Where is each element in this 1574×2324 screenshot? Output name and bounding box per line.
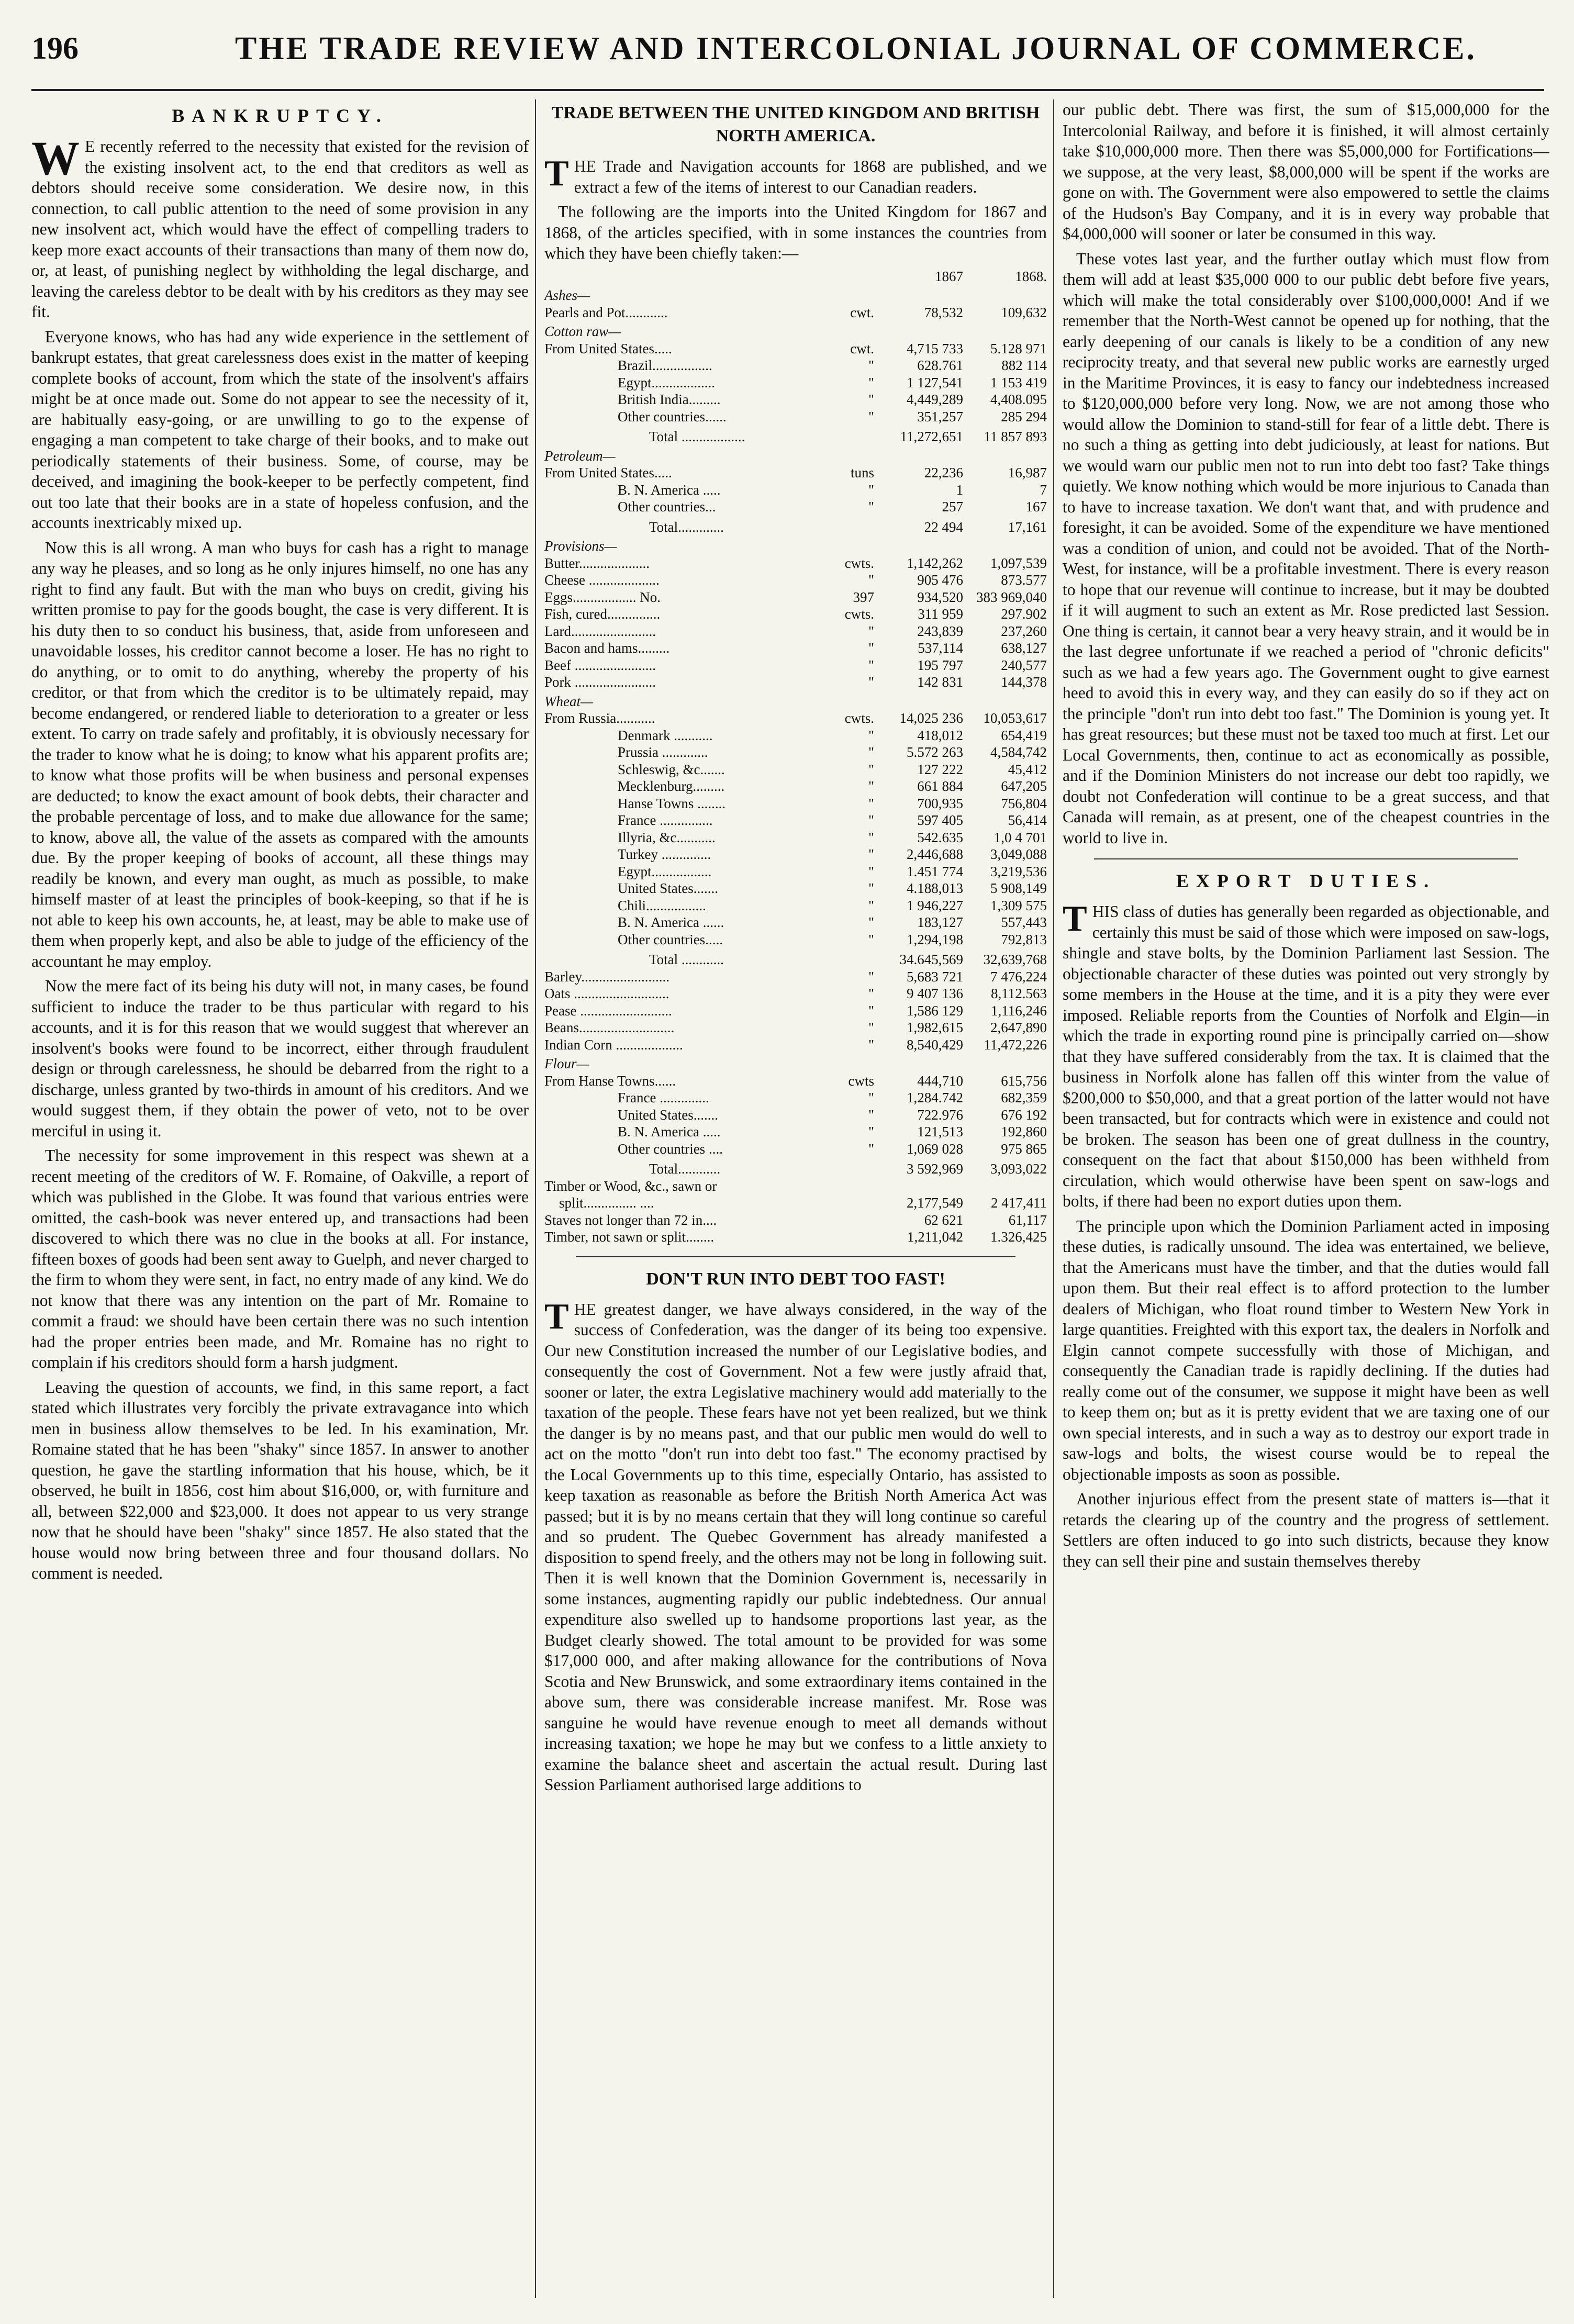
row-unit: cwts. [844, 606, 874, 622]
row-unit: " [868, 795, 874, 811]
row-unit: " [868, 914, 874, 930]
value-1867: 142 831 [917, 674, 963, 690]
row-unit: " [868, 986, 874, 1001]
table-row [544, 391, 1047, 408]
table-row [544, 829, 1047, 846]
row-unit [832, 1157, 879, 1178]
value-1867: 4,715 733 [907, 340, 963, 356]
row-unit: " [868, 1020, 874, 1035]
table-row [544, 357, 1047, 374]
row-label: Egypt.................. [618, 374, 715, 390]
table-category-row [544, 445, 1047, 465]
row-label: split............... .... [559, 1195, 654, 1211]
article-heading-trade: TRADE BETWEEN THE UNITED KINGDOM AND BRITISH NORTH AMERICA. [551, 103, 1040, 146]
page-header [31, 21, 1544, 91]
value-1867: 4,449,289 [907, 392, 963, 407]
row-unit [832, 425, 879, 445]
value-1867: 22,236 [924, 465, 963, 481]
value-1867: 1.451 774 [907, 863, 963, 879]
table-row [544, 744, 1047, 761]
value-1868: 3,049,088 [990, 846, 1047, 862]
value-1868: 682,359 [1001, 1090, 1047, 1105]
row-label: Indian Corn ................... [544, 1036, 683, 1053]
value-1868: 192,860 [1001, 1124, 1047, 1139]
value-1867: 934,520 [917, 589, 963, 605]
row-label: From United States..... [544, 465, 672, 481]
category-label: Cotton raw— [544, 323, 621, 339]
value-1867: 4.188,013 [907, 880, 963, 896]
row-label: Prussia ............. [618, 744, 708, 760]
article-paragraph: THE greatest danger, we have always considered, in the way of the success of Confederation, was the danger of its being too expensive. Our new Constitution increased the number of our Legislative bodies, and consequently the cost of Government. Not a few were justly afraid that, sooner or later, the extra Legislative machinery would add materially to the taxation of the people. These fears have not yet been realized, but we think the danger is by no means past, and that our public men would do well to act on the motto "don't run into debt too fast." The economy practised by the Local Governments up to this time, especially Ontario, has assisted to keep taxation as reasonable as before the British North America Act was passed; but it is by no means certain that they will long continue so careful and so prudent. The Quebec Government has already manifested a disposition to spend freely, and the others may not be long in following suit. Then it is well known that the Dominion Government is, necessarily in some instances, augmenting rapidly our public indebtedness. Our annual expenditure also swelled up to handsome proportions last year, as the Budget clearly showed. The total amount to be provided for was some $17,000 000, and after making allowance for the contributions of Nova Scotia and New Brunswick, and some extraordinary items contained in the above sum, there was considerable increase manifest. Mr. Rose was sanguine he would have revenue enough to meet all demands without increasing taxation; we hope he may but we confess to a little anxiety to examine the balance sheet and ascertain the actual result. During last Session Parliament authorised large additions to [544, 1296, 1047, 1794]
value-1868: 1 153 419 [990, 374, 1047, 390]
row-label: Egypt................. [618, 863, 712, 879]
table-row [544, 1089, 1047, 1107]
row-unit: " [868, 640, 874, 656]
table-total-row [544, 516, 1047, 536]
row-unit: " [868, 1124, 874, 1139]
row-label: Eggs.................. No. [544, 589, 661, 605]
table-category-row [544, 691, 1047, 710]
table-row [544, 464, 1047, 482]
page-number: 196 [31, 31, 79, 65]
value-1867: 9 407 136 [907, 986, 963, 1001]
row-label: Fish, cured............... [544, 606, 661, 622]
row-unit [832, 948, 879, 968]
article-paragraph: Now the mere fact of its being his duty will not, in many cases, be found sufficient to induce the trader to be thus particular with regard to his accounts, and it is for this reason that we would suggest that wherever an insolvent's books were found to be incorrect, either through fraudulent design or through carelessness, he should be debarred from the right to a discharge, unless granted by two-thirds in amount of his creditors. And we would suggest them, if they obtain the power of veto, not to be over merciful in using it. [31, 977, 529, 1140]
table-row [544, 1036, 1047, 1054]
row-unit: " [868, 623, 874, 639]
article-heading-export: EXPORT DUTIES. [1176, 870, 1436, 891]
value-1868: 285 294 [1001, 408, 1047, 424]
table-row [544, 812, 1047, 829]
row-unit: " [868, 863, 874, 879]
row-unit: " [868, 846, 874, 862]
article-paragraph: W E recently referred to the necessity that existed for the revision of the existing insolvent act, to the end that creditors as well as debtors should receive some consideration. We desire now, in this connection, to call public attention to the need of some provision in any new insolvent act, which would have the effect of compelling traders to keep more exact accounts of their transactions than many of them now do, or, at least, of punishing neglect by withholding the legal discharge, and leaving the careless debtor to be dealt with by his creditors as they may see fit. [31, 131, 529, 321]
row-unit: " [868, 778, 874, 794]
row-label: Pease .......................... [544, 1002, 672, 1019]
row-unit: cwt. [850, 340, 874, 356]
category-label: Flour— [544, 1056, 589, 1071]
table-total-row [544, 1157, 1047, 1178]
row-label: Other countries... [618, 499, 716, 515]
table-category-row [544, 285, 1047, 304]
row-unit: " [868, 657, 874, 673]
value-1867: 14,025 236 [899, 710, 963, 726]
row-label: Brazil................. [618, 357, 712, 373]
category-label: Petroleum— [544, 448, 616, 464]
value-1868: 11 857 893 [984, 429, 1047, 444]
value-1868: 167 [1025, 499, 1047, 515]
table-row [544, 985, 1047, 1002]
value-1868: 654,419 [1001, 727, 1047, 743]
value-1867: 418,012 [917, 727, 963, 743]
row-label: Beans........................... [544, 1020, 675, 1035]
article-paragraph: Another injurious effect from the present state of matters is—that it retards the clearing up of the country and the progress of settlement. Settlers are often induced to go into such districts, because they know they can sell their pine and sustain themselves thereby [1063, 1490, 1549, 1570]
row-label: Oats ........................... [544, 986, 669, 1001]
table-row [544, 1212, 1047, 1229]
value-1868: 615,756 [1001, 1072, 1047, 1089]
article-paragraph: These votes last year, and the further outlay which must flow from them will add at least $35,000 000 to our public debt before five years, which will make the total considerably over $100,000,000! And if we remember that the North-West cannot be opened up for nothing, that the early deepening of our canals is likely to be a condition of any new reciprocity treaty, and that several new public works are earnestly urged in the Maritime Provinces, it is easy to fancy our indebtedness increased to $120,000,000 before very long. Now, we are not among those who would allow the Dominion to stand-still for fear of a little debt. There is no such a thing as getting into debt judiciously, at least for nations. But we would warn our public men not to run into debt too fast? Take things quietly. We know nothing which would be more injurious to Canada than to have to increase taxation. We don't want that, and with prudence and foresight, it can be avoided. Some of the expenditure we have mentioned was a condition of union, and could not be avoided. That of the North-West, for instance, will be a profitable investment. There is every reason to hope that our revenue will continue to increase, but it may be doubted if it will augment to such an extent as Mr. Rose predicted last Session. One thing is certain, it cannot bear a very heavy strain, and it would be in the last degree unfortunate if we reached a period of "chronic deficits" such as we had a few years ago. The Government ought to give earnest heed to avoid this in every way, and they can easily do so if they act on the principle "don't run into debt too fast." The Dominion is young yet. It has great resources; but these must not be taxed too much at first. Let our Local Governments, then, continue to act as economically as possible, and if the Dominion Ministers do not increase our debt too rapidly, we doubt not Confederation will continue to be a great success, and that Canada will remain, as at present, one of the cheapest countries in the world to live in. [1063, 249, 1549, 847]
value-1868: 61,117 [1008, 1212, 1047, 1228]
row-label: Bacon and hams......... [544, 640, 670, 656]
table-row [544, 408, 1047, 426]
row-label: Chili................. [618, 897, 706, 913]
row-unit [832, 1212, 879, 1229]
table-row [544, 340, 1047, 357]
table-row [544, 304, 1047, 321]
value-1867: 243,839 [917, 623, 963, 639]
row-unit: cwts. [844, 710, 874, 726]
value-1868: 2,647,890 [990, 1020, 1047, 1035]
table-row [544, 640, 1047, 657]
table-row [544, 1123, 1047, 1141]
table-header-row [544, 268, 1047, 285]
row-unit: " [868, 499, 874, 515]
value-1868: 7 [1040, 482, 1047, 498]
category-label: Provisions— [544, 538, 617, 554]
row-unit: cwts [848, 1072, 874, 1089]
column-3 [1063, 99, 1549, 2298]
article-paragraph: THIS class of duties has generally been regarded as objectionable, and certainly this must be said of those which were imposed on saw-logs, shingle and stave bolts, by the Dominion Parliament last Session. The objectionable character of these duties was pointed out very strongly by some members in the House at the time, and it is a pity they were ever imposed. Reliable reports from the Counties of Norfolk and Elgin—in which the trade in exporting round pine is principally carried on—show that they have suffered considerably from the tax. It is claimed that the business in Norfolk alone has fallen off this winter from the value of $200,000 to $50,000, and that a great portion of the latter would not have been transacted, but for contracts which were in existence and could not be broken. The season has been one of great dullness in the country, consequent on the fact that about $150,000 has been withheld from circulation, which would otherwise have been spent on saw-logs and bolts, if there had been no export duties upon them. [1063, 899, 1549, 1210]
article-paragraph: Now this is all wrong. A man who buys for cash has a right to manage any way he pleases, and so long as he only injures himself, no one has any right to find any fault. But with the man who buys on credit, giving his written promise to pay for the goods bought, the case is very different. It is his duty then to so conduct his business, that, aside from unforeseen and unavoidable losses, his creditor cannot become a loser. He has no right to do anything, or to omit to do anything, whereby the property of his creditor, or that from which the creditor is to be ultimately repaid, may become endangered, or rendered liable to deterioration to a greater or less extent. To carry on trade safely and profitably, it is obviously necessary for the trader to know what he is doing; to know what his apparent profits are; to know what those profits will be when business and personal expenses are deducted; to know the exact amount of book debts, their character and the probable percentage of loss, and to make due allowance for the same; to know, above all, the value of the assets as compared with the amounts due. By the proper keeping of books of account, all these things may readily be known, and every man ought, as much as possible, to make himself master of at least the principles of book-keeping, so that if he is not able to keep his own accounts, he, at least, may be able to make use of them when properly kept, and also be able to judge of the efficiency of the accountant he may employ. [31, 538, 529, 970]
value-1868: 7 476,224 [990, 968, 1047, 985]
value-1867: 195 797 [917, 657, 963, 673]
table-row [544, 914, 1047, 931]
table-category-row [544, 321, 1047, 340]
value-1868: 873.577 [1001, 572, 1047, 588]
value-1868: 1,116,246 [991, 1002, 1047, 1019]
value-1868: 383 969,040 [976, 589, 1047, 605]
value-1868 [963, 1178, 1047, 1195]
value-1868: 8,112.563 [991, 986, 1047, 1001]
table-row [544, 1002, 1047, 1020]
value-1868: 557,443 [1001, 914, 1047, 930]
row-unit: " [868, 897, 874, 913]
article-paragraph: THE Trade and Navigation accounts for 1868 are published, and we extract a few of the items of interest to our Canadian readers. [544, 153, 1047, 196]
category-label: Ashes— [544, 287, 590, 303]
imports-table [544, 268, 1047, 1246]
table-row [544, 1019, 1047, 1036]
table-row [544, 498, 1047, 516]
value-1867: 8,540,429 [907, 1036, 963, 1053]
value-1868: 3,219,536 [990, 863, 1047, 879]
value-1868: 638,127 [1001, 640, 1047, 656]
table-category-row [544, 1053, 1047, 1072]
row-label: B. N. America ..... [618, 1124, 721, 1139]
drop-cap: W [31, 131, 80, 185]
row-label: From United States..... [544, 340, 672, 356]
row-label: Pearls and Pot............ [544, 304, 668, 320]
value-1868: 4,408.095 [990, 392, 1047, 407]
value-1868: 45,412 [1008, 761, 1047, 777]
value-1867: 78,532 [924, 304, 963, 320]
table-row [544, 374, 1047, 392]
table-row [544, 897, 1047, 914]
value-1868: 2 417,411 [991, 1195, 1047, 1211]
article-heading-bankruptcy: BANKRUPTCY. [172, 105, 388, 126]
row-label: Total .................. [649, 429, 745, 444]
value-1868: 5 908,149 [990, 880, 1047, 896]
year-1868-header: 1868. [1015, 268, 1047, 284]
row-label: Denmark ........... [618, 727, 713, 743]
value-1867: 542.635 [917, 829, 963, 845]
row-unit: 397 [853, 589, 874, 605]
row-unit [832, 1178, 879, 1195]
value-1867: 311 959 [918, 606, 963, 622]
table-row [544, 968, 1047, 986]
value-1867: 62 621 [924, 1212, 963, 1228]
row-label: Illyria, &c........... [618, 829, 716, 845]
journal-title: THE TRADE REVIEW AND INTERCOLONIAL JOURNAL OF COMMERCE. [235, 31, 1477, 66]
value-1868: 17,161 [1008, 519, 1047, 535]
value-1867: 1 [956, 482, 963, 498]
row-unit [832, 516, 879, 536]
value-1868: 237,260 [1001, 623, 1047, 639]
row-label: United States....... [618, 880, 718, 896]
row-unit: " [868, 482, 874, 498]
row-unit: " [868, 674, 874, 690]
row-unit: cwts. [844, 555, 874, 571]
table-total-row [544, 948, 1047, 968]
row-unit: " [868, 931, 874, 947]
column-2 [544, 99, 1047, 2298]
row-unit: " [868, 761, 874, 777]
value-1867 [879, 1178, 963, 1195]
row-unit: " [868, 374, 874, 390]
row-label: United States....... [618, 1107, 718, 1123]
table-row [544, 1194, 1047, 1212]
table-row [544, 657, 1047, 674]
row-label: From Hanse Towns...... [544, 1072, 676, 1089]
article-paragraph: The principle upon which the Dominion Parliament acted in imposing these duties, is radically unsound. The idea was entertained, we believe, that the Americans must have the timber, and that the duties would fall upon them. But their real effect is to afford protection to the lumber dealers of Michigan, who float round timber to Western New York in large quantities. Freighted with this export tax, the dealers in Norfolk and Elgin cannot compete successfully with those of Michigan, and consequently the Canadian trade is rapidly declining. If the duties had really come out of the consumer, we suppose it might have been as well to keep them on; but as it is pretty evident that we are taxing one of our own special interests, and in such a way as to destroy our export trade in saw-logs and bolts, the wisest course would be to repeal the objectionable imposts as soon as possible. [1063, 1216, 1549, 1483]
value-1867: 121,513 [917, 1124, 963, 1139]
table-total-row [544, 425, 1047, 445]
article-paragraph: The following are the imports into the United Kingdom for 1867 and 1868, of the articles specified, with in some instances the countries from which they have been chiefly taken:— [544, 203, 1047, 262]
value-1868: 1,0 4 701 [993, 829, 1047, 845]
value-1868: 3,093,022 [990, 1161, 1047, 1177]
value-1868: 297.902 [1001, 606, 1047, 622]
value-1867: 34.645,569 [899, 952, 963, 967]
row-label: Total............ [649, 1161, 721, 1177]
row-label: Staves not longer than 72 in.... [544, 1212, 717, 1228]
row-label: Schleswig, &c....... [618, 761, 725, 777]
row-unit: " [868, 572, 874, 588]
row-label: From Russia........... [544, 710, 655, 726]
value-1867: 351,257 [917, 408, 963, 424]
row-unit: " [868, 744, 874, 760]
article-paragraph: our public debt. There was first, the sum of $15,000,000 for the Intercolonial Railway, and before it is finished, it will almost certainly take $10,000,000 more. Then there was $5,000,000 for Fortifications—we suppose, at the very least, $8,000,000 will be spent if the works are gone on with. The Government were also empowered to settle the claims of the Hudson's Bay Company, and it is in every way probable that $4,000,000 will sooner or later be consumed in this way. [1063, 100, 1549, 243]
value-1867: 1,142,262 [907, 555, 963, 571]
value-1867: 1,982,615 [907, 1020, 963, 1035]
row-label: Timber, not sawn or split........ [544, 1229, 715, 1245]
row-label: Total ............ [649, 952, 724, 967]
table-row [544, 572, 1047, 589]
article-heading-debt: DON'T RUN INTO DEBT TOO FAST! [646, 1269, 945, 1289]
row-unit: " [868, 829, 874, 845]
row-unit: " [868, 357, 874, 373]
value-1867: 597 405 [917, 812, 963, 828]
value-1868: 756,804 [1001, 795, 1047, 811]
row-label: Barley......................... [544, 968, 669, 985]
value-1867: 1,586 129 [907, 1002, 963, 1019]
table-row [544, 880, 1047, 897]
table-row [544, 795, 1047, 812]
article-paragraph: The necessity for some improvement in this respect was shewn at a recent meeting of the creditors of W. F. Romaine, of Oakville, a report of which was published in the Globe. It was found that various entries were omitted, the cash-book was never entered up, and transactions had been discovered to which there was no clue in the books at all. For instance, fifteen boxes of goods had been sent away to Guelph, and never charged to the firm to whom they were sent, in fact, no entry made of any kind. We do not know that there was any intention on the part of Mr. Romaine to commit a fraud: we should have been certain there was no such intention had the proper entries been made, and Mr. Romaine has no right to complain if his creditors should form a harsh judgment. [31, 1146, 529, 1371]
row-unit: " [868, 727, 874, 743]
year-1867-header: 1867 [935, 268, 963, 284]
value-1867: 537,114 [918, 640, 963, 656]
value-1867: 1,069 028 [907, 1141, 963, 1157]
value-1867: 11,272,651 [900, 429, 963, 444]
table-row [544, 589, 1047, 606]
value-1867: 905 476 [917, 572, 963, 588]
row-label: Pork ....................... [544, 674, 656, 690]
drop-cap: T [544, 153, 569, 194]
drop-cap: T [1063, 899, 1087, 939]
row-label: Other countries..... [618, 931, 723, 947]
value-1868: 16,987 [1008, 465, 1047, 481]
value-1867: 22 494 [924, 519, 963, 535]
table-row [544, 863, 1047, 880]
value-1868: 676 192 [1001, 1107, 1047, 1123]
table-row [544, 623, 1047, 640]
column-1 [31, 99, 529, 2298]
column-rule [1053, 99, 1054, 2298]
value-1868: 56,414 [1008, 812, 1047, 828]
article-paragraph: Leaving the question of accounts, we find, in this same report, a fact stated which illustrates very forcibly the private extravagance into which men in business allow themselves to be led. In his examination, Mr. Romaine stated that he has been "shaky" since 1857. In answer to another question, he gave the startling information that his house, which, be it observed, he built in 1856, cost him about $16,000, or, with furniture and all, between $22,000 and $23,000. It does not appear to us very strange now that he should have been "shaky" since 1857. He also stated that the house would now bring between three and four thousand dollars. No comment is needed. [31, 1378, 529, 1582]
row-label: Mecklenburg......... [618, 778, 725, 794]
table-row [544, 1141, 1047, 1158]
table-row [544, 1178, 1047, 1195]
row-label: Butter.................... [544, 555, 650, 571]
table-row [544, 606, 1047, 623]
row-label: Timber or Wood, &c., sawn or [544, 1178, 717, 1194]
row-unit: " [868, 1090, 874, 1105]
row-unit [832, 1228, 879, 1246]
section-divider [1094, 858, 1518, 859]
value-1867: 1 946,227 [907, 897, 963, 913]
row-unit: " [868, 812, 874, 828]
row-label: Beef ....................... [544, 657, 656, 673]
value-1868: 1,309 575 [990, 897, 1047, 913]
value-1867: 1 127,541 [907, 374, 963, 390]
row-unit: tuns [850, 465, 874, 481]
value-1867: 628.761 [917, 357, 963, 373]
value-1868: 144,378 [1001, 674, 1047, 690]
row-unit: " [868, 968, 874, 985]
value-1867: 5.572 263 [907, 744, 963, 760]
value-1868: 647,205 [1001, 778, 1047, 794]
row-unit [832, 1194, 879, 1212]
table-row [544, 1107, 1047, 1124]
row-unit: " [868, 880, 874, 896]
row-label: Hanse Towns ........ [618, 795, 726, 811]
value-1867: 2,177,549 [907, 1195, 963, 1211]
value-1868: 109,632 [1001, 304, 1047, 320]
value-1868: 32,639,768 [983, 952, 1047, 967]
row-label: France .............. [618, 1090, 709, 1105]
value-1868: 10,053,617 [983, 710, 1047, 726]
row-unit: " [868, 408, 874, 424]
row-unit: " [868, 1107, 874, 1123]
row-unit: " [868, 1141, 874, 1157]
value-1867: 661 884 [917, 778, 963, 794]
table-row [544, 674, 1047, 691]
value-1867: 1,284.742 [907, 1090, 963, 1105]
row-label: B. N. America ...... [618, 914, 724, 930]
value-1868: 1.326,425 [990, 1229, 1047, 1245]
article-paragraph: Everyone knows, who has had any wide experience in the settlement of bankrupt estates, that great carelessness does exist in the matter of keeping complete books of account, from which the state of the insolvent's affairs might be at once made out. Some do not appear to see the necessity of it, are habitually easy-going, or are unwilling to go to the expense of engaging a man competent to take charge of their books, and to make out periodically statements of their business. Some, of course, may be deceived, and imagining the book-keeper to be perfectly competent, find out too late that their books are in a state of hopeless confusion, and the accounts inextricably mixed up. [31, 327, 529, 532]
row-label: Turkey .............. [618, 846, 711, 862]
value-1868: 11,472,226 [984, 1036, 1047, 1053]
table-row [544, 761, 1047, 778]
row-unit: cwt. [850, 304, 874, 320]
row-unit: " [868, 1036, 874, 1053]
value-1868: 4,584,742 [990, 744, 1047, 760]
value-1867: 257 [942, 499, 963, 515]
column-rule [535, 99, 536, 2298]
value-1867: 722.976 [917, 1107, 963, 1123]
value-1867: 444,710 [917, 1072, 963, 1089]
table-row [544, 931, 1047, 948]
value-1868: 792,813 [1001, 931, 1047, 947]
table-row [544, 482, 1047, 499]
table-row [544, 778, 1047, 795]
row-label: Cheese .................... [544, 572, 660, 588]
row-label: B. N. America ..... [618, 482, 721, 498]
row-label: Lard........................ [544, 623, 656, 639]
value-1868: 240,577 [1001, 657, 1047, 673]
row-label: France ............... [618, 812, 713, 828]
value-1868: 882 114 [1001, 357, 1047, 373]
value-1867: 700,935 [917, 795, 963, 811]
table-row [544, 846, 1047, 863]
table-category-row [544, 535, 1047, 555]
table-row [544, 1072, 1047, 1090]
value-1867: 1,294,198 [907, 931, 963, 947]
value-1868: 975 865 [1001, 1141, 1047, 1157]
table-row [544, 727, 1047, 744]
row-label: Other countries...... [618, 408, 727, 424]
row-unit: " [868, 392, 874, 407]
value-1868: 5.128 971 [990, 340, 1047, 356]
row-label: British India......... [618, 392, 721, 407]
row-label: Total............. [649, 519, 724, 535]
table-row [544, 555, 1047, 572]
table-row [544, 1228, 1047, 1246]
value-1867: 3 592,969 [907, 1161, 963, 1177]
row-label: Other countries .... [618, 1141, 723, 1157]
value-1867: 127 222 [917, 761, 963, 777]
value-1867: 2,446,688 [907, 846, 963, 862]
category-label: Wheat— [544, 693, 593, 709]
section-divider [576, 1256, 1015, 1257]
drop-cap: T [544, 1296, 569, 1337]
row-unit: " [868, 1002, 874, 1019]
value-1867: 1,211,042 [907, 1229, 963, 1245]
value-1867: 5,683 721 [907, 968, 963, 985]
table-row [544, 710, 1047, 727]
value-1867: 183,127 [917, 914, 963, 930]
value-1868: 1,097,539 [990, 555, 1047, 571]
